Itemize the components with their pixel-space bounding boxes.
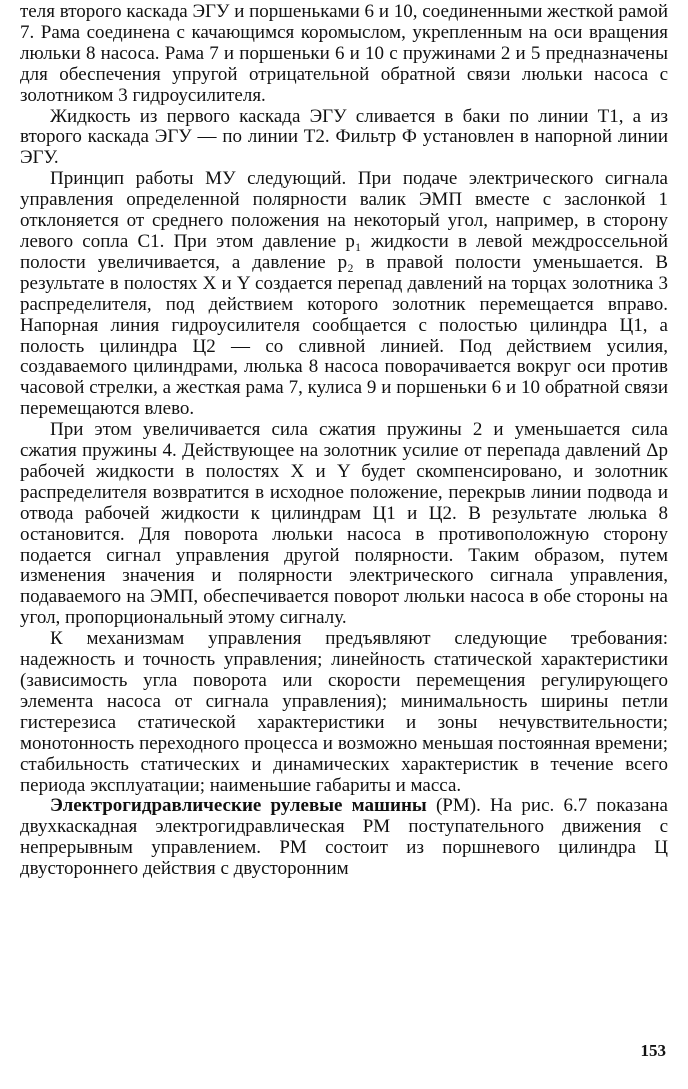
- paragraph-text: теля второго каскада ЭГУ и поршеньками 6 и 10, соединенными жесткой рамой 7. Рама соединена с качающимся коромыслом, укрепленным на оси вращения люльки 8 насоса. Рама 7 и поршеньки 6 и 10 с пружинами 2 и 5 предназначены для обеспечения упругой отрицательной обратной связи люльки насоса с золотником 3 гидроусилителя.: [20, 1, 668, 106]
- paragraph-text: Принцип работы МУ следующий. При подаче электрического сигнала управления определенной полярности валик ЭМП вместе с заслонкой 1 отклоняется от среднего положения на некоторый угол, например, в сторону левого сопла С1. При этом давление p₁ жидкости в левой междроссельной полости увеличивается, а давление p₂ в правой полости уменьшается. В результате в полостях X и Y создается перепад давлений на торцах золотника 3 распределителя, под действием которого золотник перемещается вправо. Напорная линия гидроусилителя сообщается с полостью цилиндра Ц1, а полость цилиндра Ц2 — со сливной линией. Под действием усилия, создаваемого цилиндрами, люлька 8 насоса поворачивается вокруг оси против часовой стрелки, а жесткая рама 7, кулиса 9 и поршеньки 6 и 10 обратной связи перемещаются влево.: [20, 168, 668, 420]
- paragraph-2: [20, 107, 668, 170]
- paragraph-text: К механизмам управления предъявляют следующие требования: надежность и точность управления; линейность статической характеристики (зависимость угла поворота или скорости перемещения регулирующего элемента насоса от сигнала управления); минимальность ширины петли гистерезиса статической характеристики и зоны нечувствительности; монотонность переходного процесса и возможно меньшая постоянная времени; стабильность статических и динамических характеристик в течение всего периода эксплуатации; наименьшие габариты и масса.: [20, 628, 668, 796]
- paragraph-text: (РМ). На рис. 6.7 показана двухкаскадная электрогидравлическая РМ поступательного движения с непрерывным управлением. РМ состоит из поршневого цилиндра Ц двустороннего действия с двусторонним: [20, 795, 668, 880]
- paragraph-6: [20, 796, 668, 880]
- paragraph-text: Жидкость из первого каскада ЭГУ сливается в баки по линии Т1, а из второго каскада ЭГУ — по линии Т2. Фильтр Ф установлен в напорной линии ЭГУ.: [20, 105, 668, 169]
- text-body: [20, 2, 668, 880]
- paragraph-3: [20, 169, 668, 420]
- paragraph-5: [20, 629, 668, 796]
- section-heading: Электрогидравлические рулевые машины: [50, 795, 427, 817]
- page-number: 153: [640, 1041, 666, 1060]
- paragraph-4: [20, 420, 668, 629]
- paragraph-1: [20, 2, 668, 107]
- paragraph-text: При этом увеличивается сила сжатия пружины 2 и уменьшается сила сжатия пружины 4. Действующее на золотник усилие от перепада давлений Δp рабочей жидкости в полостях X и Y будет скомпенсировано, и золотник распределителя возвратится в исходное положение, перекрыв линии подвода и отвода рабочей жидкости к цилиндрам Ц1 и Ц2. В результате люлька 8 остановится. Для поворота люльки насоса в противоположную сторону подается сигнал управления другой полярности. Таким образом, путем изменения значения и полярности электрического сигнала управления, подаваемого на ЭМП, обеспечивается поворот люльки насоса в обе стороны на угол, пропорциональный этому сигналу.: [20, 419, 668, 629]
